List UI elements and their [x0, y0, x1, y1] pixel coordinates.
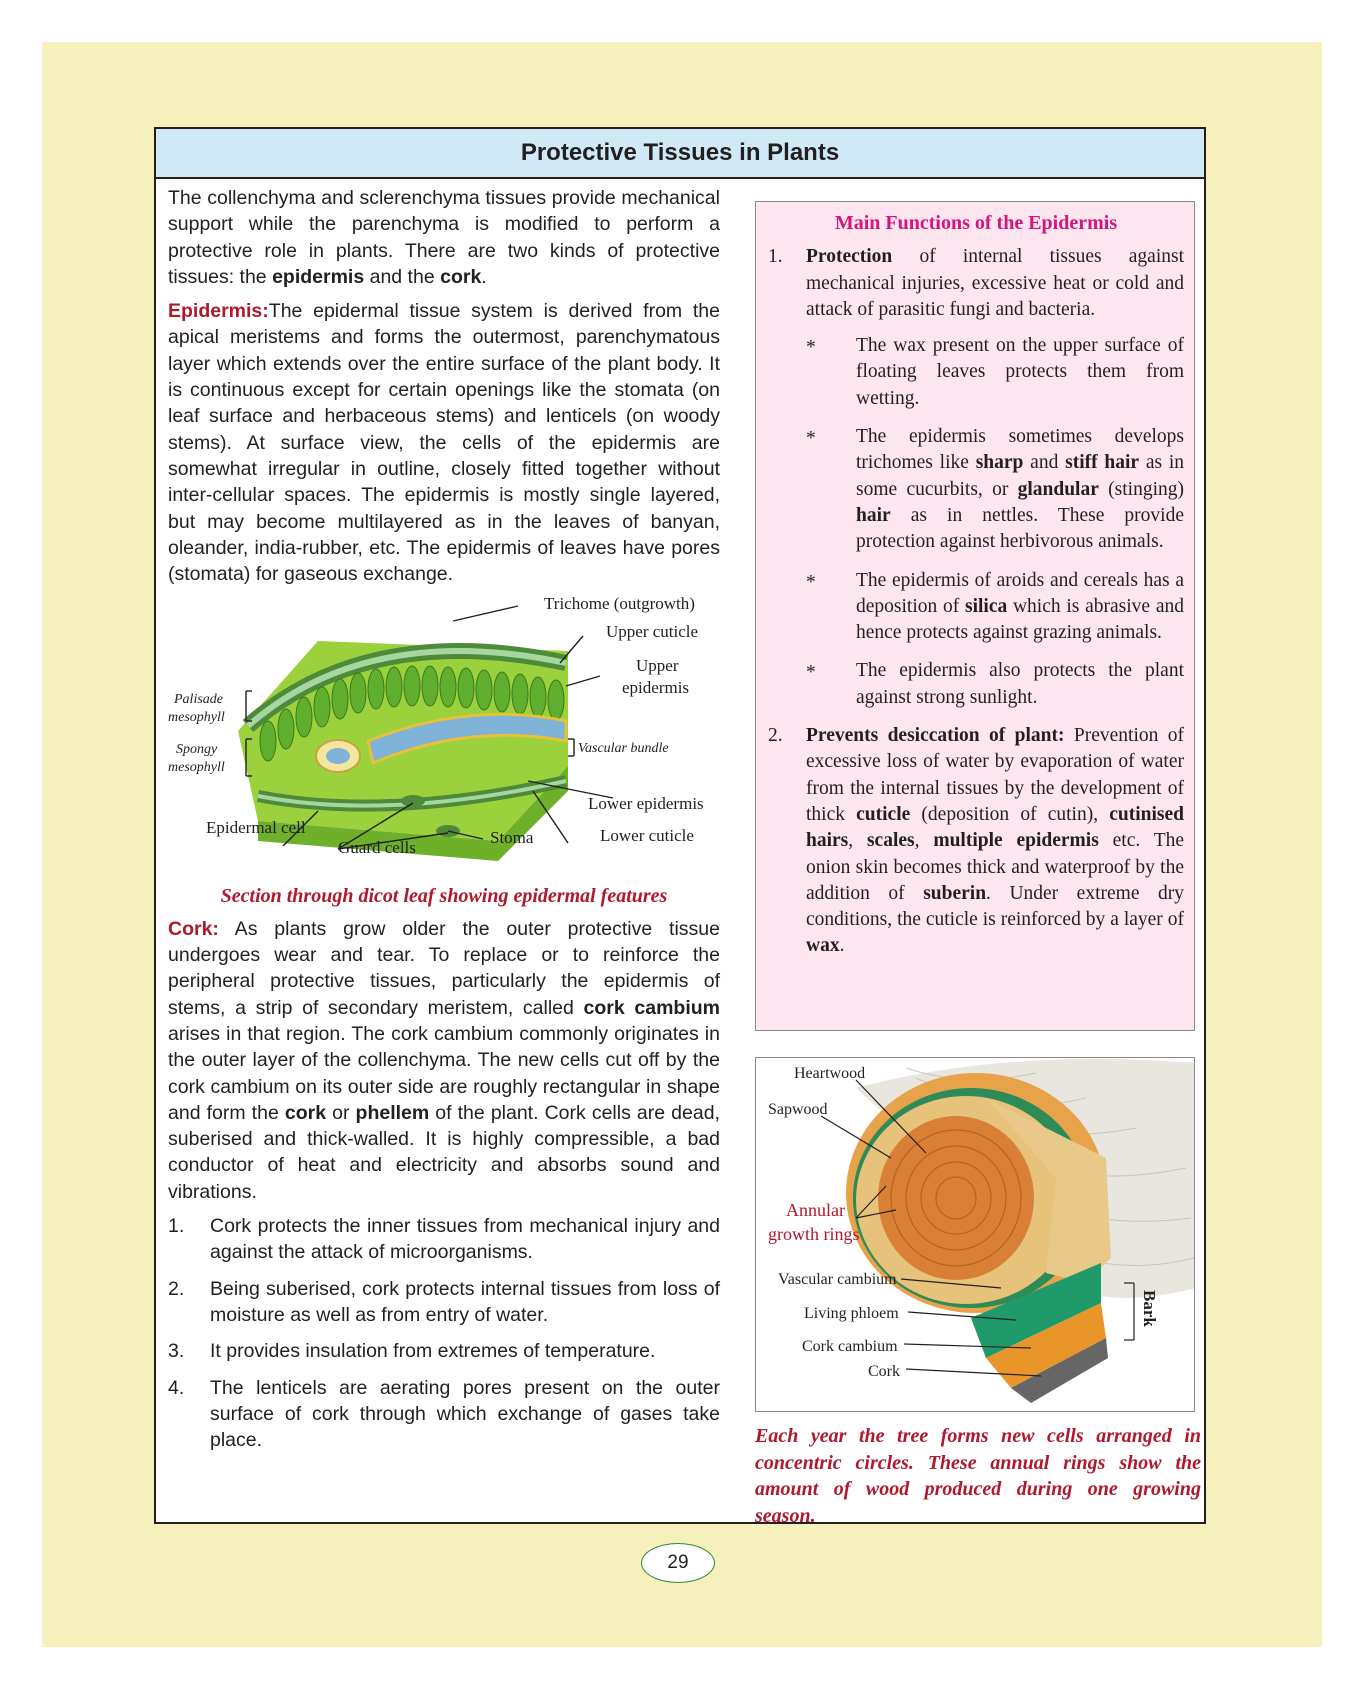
label-vascular-cambium: Vascular cambium: [778, 1271, 897, 1288]
bullet-text: The epidermis also protects the plant against strong sunlight.: [856, 660, 1184, 708]
leaf-section-figure: [168, 591, 720, 881]
item-term: multiple epidermis: [933, 830, 1099, 852]
intro-term-epidermis: epidermis: [272, 265, 365, 288]
bullet-star: *: [806, 662, 816, 684]
item-text: .: [839, 935, 845, 957]
item-term: scales: [866, 830, 915, 852]
cork-functions-list: [168, 1213, 720, 1453]
intro-text: and the: [364, 265, 441, 288]
label-spongy: mesophyll: [168, 760, 225, 776]
list-text: The lenticels are aerating pores present on the outer surface of cork through which exchange of gases take place.: [210, 1376, 720, 1452]
item-text: Prevention of excessive loss of water by evaporation of water from the internal tissues by the development of thick: [806, 725, 1184, 825]
list-item: [168, 1213, 720, 1266]
bullet-text: The epidermis sometimes develops trichomes like: [856, 426, 1184, 474]
bullet-term: glandular: [1017, 478, 1099, 500]
bullet-term: silica: [964, 595, 1008, 617]
function-item-desiccation: [768, 723, 1184, 960]
page-number: 29: [641, 1543, 715, 1583]
list-number: 1.: [168, 1215, 185, 1238]
intro-paragraph: [168, 185, 720, 290]
item-term: Protection: [806, 246, 893, 268]
function-item-protection: [768, 244, 1184, 323]
left-column: [168, 185, 720, 1463]
bullet-text: The epidermis of aroids and cereals has a deposition of: [856, 569, 1184, 617]
tree-trunk-figure: [755, 1057, 1195, 1412]
cork-text: of the plant. Cork cells are dead, suberised and thick-walled. It is highly compressible, a bad conductor of heat and electricity and absorbs sound and vibrations.: [168, 1101, 720, 1203]
item-term: cuticle: [856, 803, 911, 825]
label-living-phloem: Living phloem: [804, 1305, 899, 1322]
bullet-text: as in nettles. These provide protection against herbivorous animals.: [856, 504, 1184, 553]
label-upper-epidermis: epidermis: [622, 678, 690, 698]
bullet-term: stiff hair: [1065, 452, 1140, 474]
label-upper-cuticle: Upper cuticle: [606, 622, 699, 642]
bullet-star: *: [806, 337, 816, 359]
label-heartwood: Heartwood: [794, 1065, 866, 1082]
bullet-wax: [768, 333, 1184, 412]
bullet-term: hair: [856, 504, 891, 526]
cork-text: arises in that region. The cork cambium commonly originates in the outer layer of the collenchyma. The new cells cut off by the cork cambium on its outer side are roughly rectangular in shape and form the: [168, 1022, 720, 1124]
bullet-text: The wax present on the upper surface of floating leaves protects them from wetting.: [856, 335, 1184, 409]
list-number: 2.: [168, 1277, 185, 1300]
label-cork-cambium: Cork cambium: [802, 1338, 898, 1355]
item-text: etc. The onion skin becomes thick and waterproof by the addition of: [806, 830, 1185, 904]
bullet-star: *: [806, 428, 816, 450]
cork-heading: Cork:: [168, 917, 219, 940]
item-text: . Under extreme dry conditions, the cuticle is reinforced by a layer of: [806, 882, 1184, 931]
bullet-text: as in some cucurbits, or: [856, 452, 1185, 500]
cork-paragraph: [168, 916, 720, 1205]
bullet-silica: [768, 568, 1184, 647]
content-frame: [154, 127, 1206, 1527]
list-number: 4.: [168, 1376, 185, 1399]
label-palisade: mesophyll: [168, 710, 225, 726]
bullet-term: sharp: [975, 452, 1024, 474]
item-number: 1.: [768, 246, 783, 268]
bullet-text: (stinging): [1098, 478, 1184, 500]
bullet-text: and: [1023, 452, 1066, 474]
intro-text: The collenchyma and sclerenchyma tissues provide mechanical support while the parenchyma is modified to perform a protective role in plants. There are two kinds of protective tissues: the: [168, 187, 720, 288]
page-title: Protective Tissues in Plants: [156, 129, 1204, 179]
tree-trunk-illustration: [756, 1058, 1195, 1412]
item-number: 2.: [768, 725, 783, 747]
cork-term-cambium: cork cambium: [583, 996, 720, 1019]
list-item: [168, 1338, 720, 1364]
leaf-figure-caption: Section through dicot leaf showing epidermal features: [220, 885, 668, 908]
label-spongy: Spongy: [176, 742, 218, 758]
wood-figure-caption: Each year the tree forms new cells arranged in concentric circles. These annual rings show the amount of wood produced during one growing season.: [755, 1425, 1201, 1527]
cork-term-cork: cork: [284, 1101, 327, 1124]
item-term: suberin: [923, 882, 987, 904]
label-annular-rings: growth rings: [768, 1224, 860, 1244]
item-term: cutinised hairs: [806, 803, 1184, 852]
epidermis-functions-box: [755, 201, 1195, 1031]
label-lower-cuticle: Lower cuticle: [600, 826, 694, 846]
item-term: wax: [806, 935, 840, 957]
label-cork: Cork: [868, 1363, 900, 1380]
label-lower-epidermis: Lower epidermis: [588, 794, 704, 814]
list-item: [168, 1276, 720, 1329]
cork-term-phellem: phellem: [355, 1101, 430, 1124]
label-upper-epidermis: Upper: [636, 656, 679, 676]
label-vascular-bundle: Vascular bundle: [578, 741, 669, 757]
epidermis-paragraph: [168, 298, 720, 587]
list-text: Being suberised, cork protects internal tissues from loss of moisture as well as from entry of water.: [210, 1277, 720, 1326]
item-text: (deposition of cutin),: [910, 803, 1110, 825]
label-annular-rings: Annular: [786, 1200, 845, 1220]
bullet-star: *: [806, 571, 816, 593]
label-sapwood: Sapwood: [768, 1101, 828, 1118]
label-palisade: Palisade: [174, 692, 223, 708]
label-trichome: Trichome (outgrowth): [544, 594, 695, 614]
list-text: It provides insulation from extremes of temperature.: [210, 1340, 656, 1363]
cork-text: or: [326, 1101, 356, 1124]
cork-text: As plants grow older the outer protective tissue undergoes wear and tear. To replace or to reinforce the peripheral protective tissues, particularly the epidermis of stems, a strip of secondary meristem, called: [168, 917, 720, 1019]
functions-title: Main Functions of the Epidermis: [834, 212, 1118, 234]
epidermis-text: The epidermal tissue system is derived from the apical meristems and forms the outermost, parenchymatous layer which extends over the entire surface of the plant body. It is continuous except for certain openings like the stomata (on leaf surface and herbaceous stems) and lenticels (on woody stems). At surface view, the cells of the epidermis are somewhat irregular in outline, closely fitted together without inter-cellular spaces. The epidermis is mostly single layered, but may become multilayered as in the leaves of banyan, oleander, india-rubber, etc. The epidermis of leaves have pores (stomata) for gaseous exchange.: [168, 300, 720, 586]
label-guard-cells: Guard cells: [338, 838, 416, 858]
list-item: [168, 1375, 720, 1454]
intro-term-cork: cork: [440, 265, 482, 288]
bullet-text: which is abrasive and hence protects against grazing animals.: [856, 595, 1184, 644]
item-text: ,: [848, 830, 867, 852]
bullet-sunlight: [768, 658, 1184, 711]
label-epidermal-cell: Epidermal cell: [206, 818, 306, 838]
item-text: ,: [914, 830, 934, 852]
bullet-trichomes: [768, 424, 1184, 555]
label-stoma: Stoma: [490, 828, 534, 848]
list-text: Cork protects the inner tissues from mechanical injury and against the attack of microorganisms.: [210, 1215, 720, 1264]
list-number: 3.: [168, 1340, 185, 1363]
item-term: Prevents desiccation of plant:: [806, 725, 1065, 747]
intro-text: .: [481, 265, 487, 288]
epidermis-heading: Epidermis:: [168, 300, 269, 323]
label-bark: Bark: [1140, 1290, 1159, 1327]
item-text: of internal tissues against mechanical injuries, excessive heat or cold and attack of parasitic fungi and bacteria.: [806, 246, 1184, 320]
